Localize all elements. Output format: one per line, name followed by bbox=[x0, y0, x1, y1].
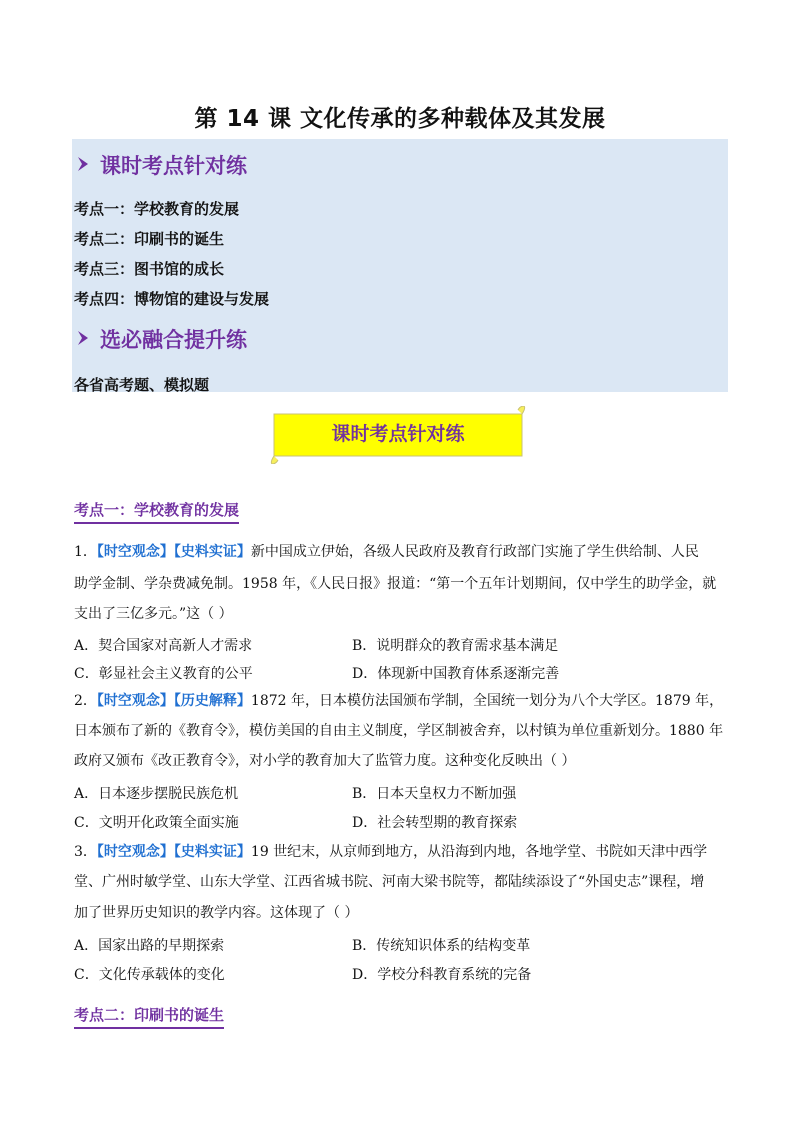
question-3-line-3: 加了世界历史知识的教学内容。这体现了（ ） bbox=[74, 905, 359, 921]
tag-interpretation: 【历史解释】 bbox=[173, 693, 251, 709]
question-2-line-2: 日本颁布了新的《教育令》，模仿美国的自由主义制度，学区制被舍弃，以村镇为单位重新划分。1880 年 bbox=[74, 723, 724, 739]
question-1-line-1: 1．【时空观念】【史料实证】新中国成立伊始，各级人民政府及教育行政部门实施了学生供给制、人民 bbox=[74, 544, 699, 560]
tag-space-time: 【时空观念】 bbox=[96, 844, 174, 860]
q1-option-d: D．体现新中国教育体系逐渐完善 bbox=[352, 666, 560, 682]
summary-item-5: 各省高考题、模拟题 bbox=[74, 376, 210, 394]
q3-option-d: D．学校分科教育系统的完备 bbox=[352, 967, 532, 983]
q3-option-a: A．国家出路的早期探索 bbox=[74, 938, 225, 954]
tag-space-time: 【时空观念】 bbox=[96, 544, 174, 560]
tag-evidence: 【史料实证】 bbox=[173, 544, 251, 560]
section-heading-1: 考点一：学校教育的发展 bbox=[74, 499, 239, 524]
q1-option-a: A．契合国家对高新人才需求 bbox=[74, 638, 253, 654]
q1-option-c: C．彰显社会主义教育的公平 bbox=[74, 666, 253, 682]
q2-option-c: C．文明开化政策全面实施 bbox=[74, 815, 239, 831]
question-2-line-3: 政府又颁布《改正教育令》，对小学的教育加大了监管力度。这种变化反映出（ ） bbox=[74, 753, 576, 769]
question-2-line-1: 2．【时空观念】【历史解释】1872 年，日本模仿法国颁布学制，全国统一划分为八个大学区。1879 年， bbox=[74, 693, 724, 709]
question-3-line-2: 堂、广州时敏学堂、山东大学堂、江西省城书院、河南大梁书院等，都陆续添设了“外国史志”课程，增 bbox=[74, 874, 705, 890]
q1-option-b: B．说明群众的教育需求基本满足 bbox=[352, 638, 559, 654]
tag-evidence: 【史料实证】 bbox=[173, 844, 251, 860]
section-banner bbox=[268, 406, 528, 464]
tag-space-time: 【时空观念】 bbox=[96, 693, 174, 709]
question-1-line-2: 助学金制、学杂费减免制。1958 年，《人民日报》报道：“第一个五年计划期间，仅中学生的助学金，就 bbox=[74, 576, 717, 592]
summary-item-3: 考点三：图书馆的成长 bbox=[74, 260, 225, 278]
purple-arrow-icon bbox=[76, 154, 90, 178]
summary-head-2: 选必融合提升练 bbox=[76, 324, 247, 354]
question-1-line-3: 支出了三亿多元。”这（ ） bbox=[74, 606, 233, 622]
question-3-line-1: 3．【时空观念】【史料实证】19 世纪末，从京师到地方，从沿海到内地，各地学堂、书院如天津中西学 bbox=[74, 844, 708, 860]
q2-option-d: D．社会转型期的教育探索 bbox=[352, 815, 518, 831]
page-title: 第 14 课 文化传承的多种载体及其发展 bbox=[194, 106, 606, 132]
summary-item-1: 考点一：学校教育的发展 bbox=[74, 200, 240, 218]
summary-head-1: 课时考点针对练 bbox=[76, 150, 247, 180]
q2-option-a: A．日本逐步摆脱民族危机 bbox=[74, 786, 239, 802]
section-heading-2: 考点二：印刷书的诞生 bbox=[74, 1004, 224, 1029]
q3-option-b: B．传统知识体系的结构变革 bbox=[352, 938, 531, 954]
summary-item-4: 考点四：博物馆的建设与发展 bbox=[74, 290, 270, 308]
summary-item-2: 考点二：印刷书的诞生 bbox=[74, 230, 225, 248]
banner-label: 课时考点针对练 bbox=[331, 423, 465, 445]
q3-option-c: C．文化传承载体的变化 bbox=[74, 967, 225, 983]
purple-arrow-icon bbox=[76, 328, 90, 352]
q2-option-b: B．日本天皇权力不断加强 bbox=[352, 786, 517, 802]
